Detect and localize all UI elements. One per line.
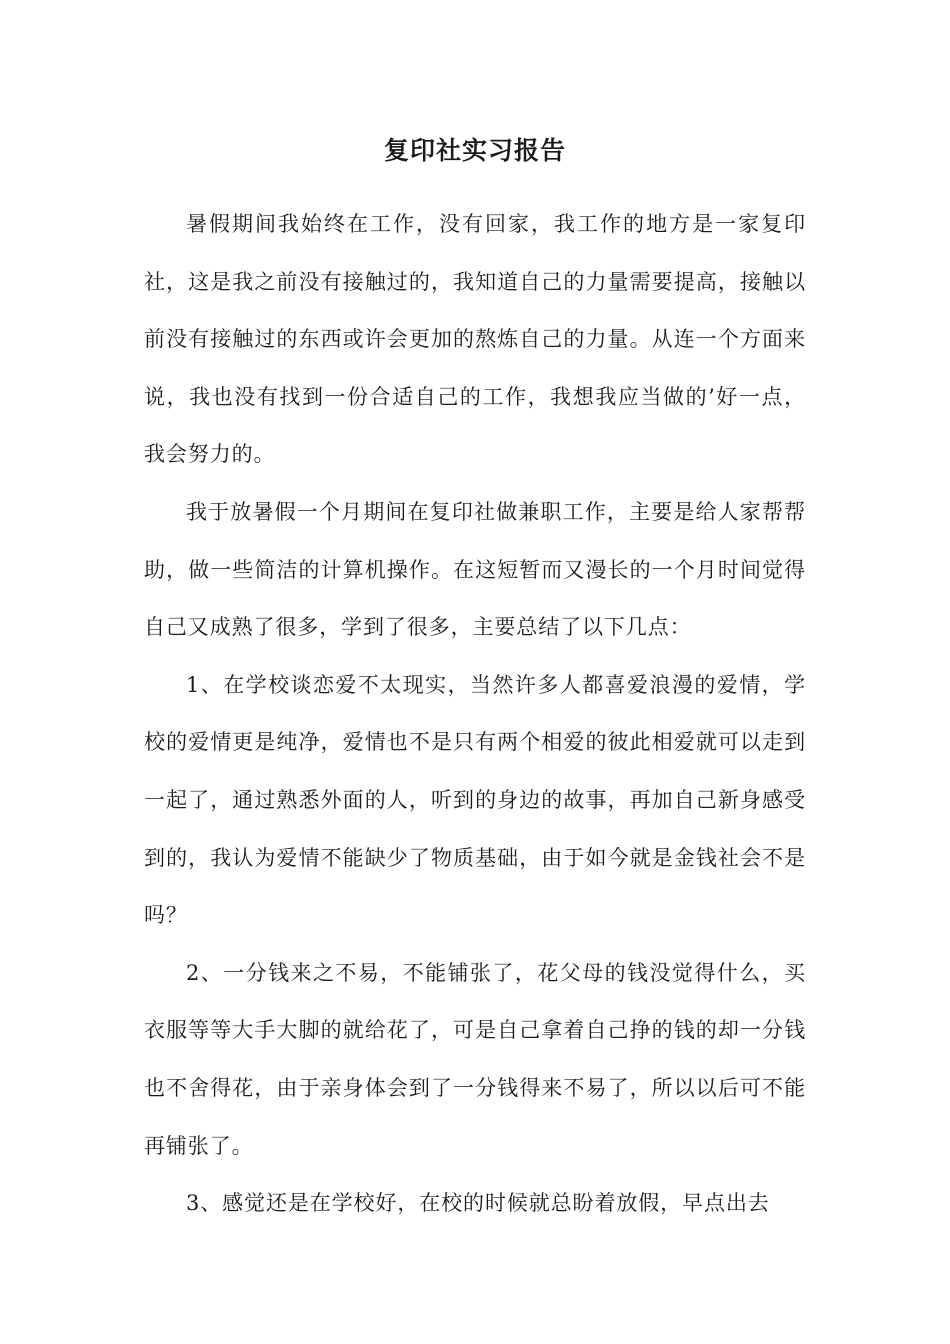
- document-title: 复印社实习报告: [383, 136, 566, 165]
- paragraph: 1、在学校谈恋爱不太现实，当然许多人都喜爱浪漫的爱情，学校的爱情更是纯净，爱情也不是只有两个相爱的彼此相爱就可以走到一起了，通过熟悉外面的人，听到的身边的故事，再加自己新身感受到的，我认为爱情不能缺少了物质基础，由于如今就是金钱社会不是吗？: [144, 672, 806, 928]
- paragraph: 3、感觉还是在学校好，在校的时候就总盼着放假，早点出去: [186, 1191, 770, 1216]
- paragraph: 暑假期间我始终在工作，没有回家，我工作的地方是一家复印社，这是我之前没有接触过的，我知道自己的力量需要提高，接触以前没有接触过的东西或许会更加的熬炼自己的力量。从连一个方面来说，我也没有找到一份合适自己的工作，我想我应当做的’好一点，我会努力的。: [144, 212, 806, 467]
- paragraph: 2、一分钱来之不易，不能铺张了，花父母的钱没觉得什么，买衣服等等大手大脚的就给花了，可是自己拿着自己挣的钱的却一分钱也不舍得花，由于亲身体会到了一分钱得来不易了，所以以后可不能再铺张了。: [144, 960, 806, 1158]
- paragraph: 我于放暑假一个月期间在复印社做兼职工作，主要是给人家帮帮助，做一些简洁的计算机操作。在这短暂而又漫长的一个月时间觉得自己又成熟了很多，学到了很多，主要总结了以下几点：: [144, 499, 806, 640]
- document-body: [144, 196, 806, 1233]
